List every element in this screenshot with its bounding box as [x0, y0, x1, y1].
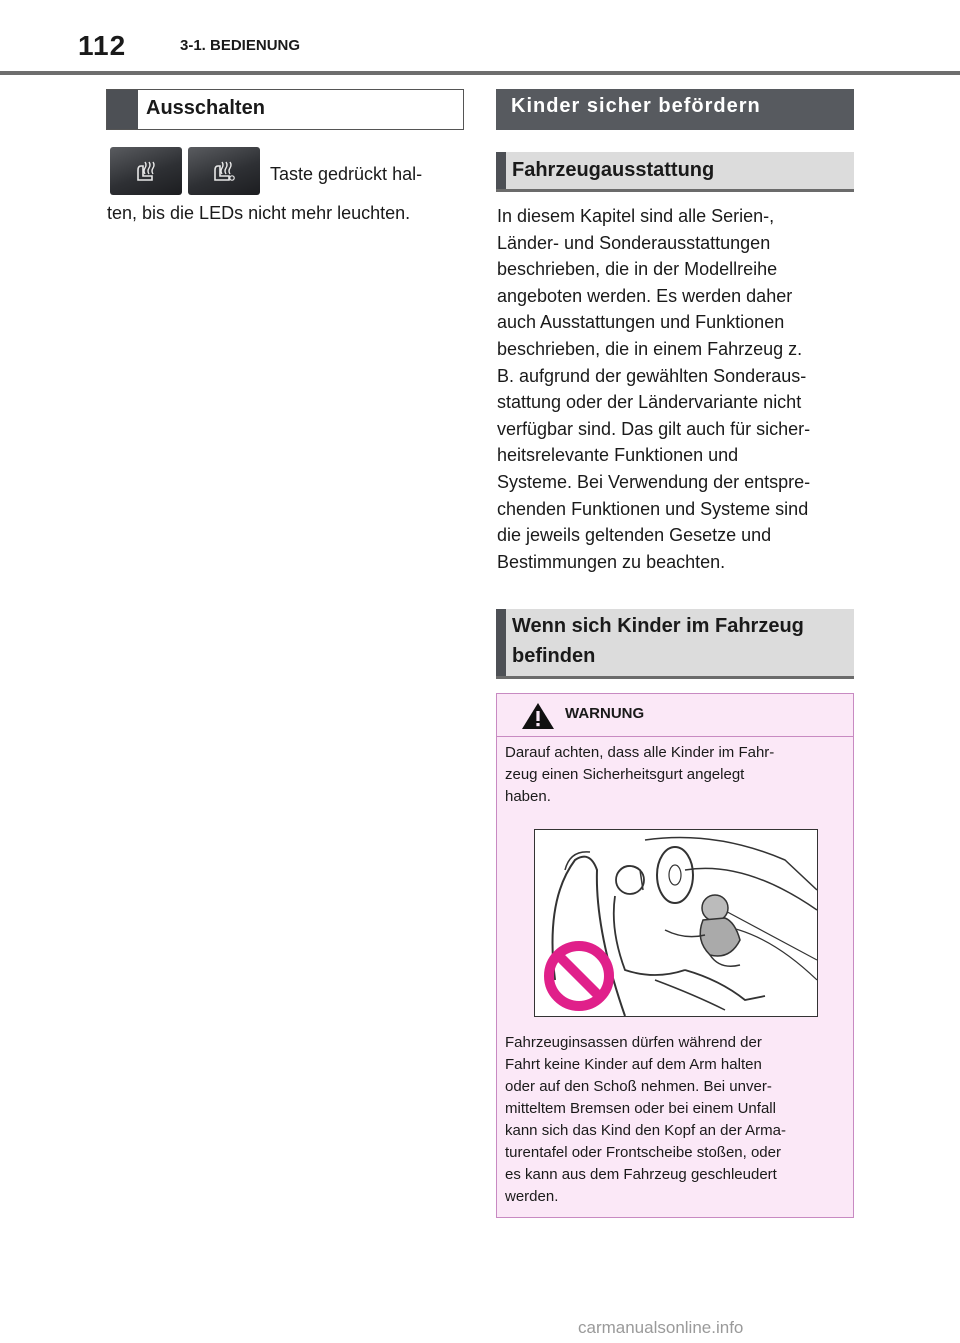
warning-line: kann sich das Kind den Kopf an der Arma-: [505, 1122, 787, 1139]
section-title: Kinder sicher befördern: [511, 95, 761, 117]
body-line: angeboten werden. Es werden daher: [497, 285, 793, 306]
warning-line: es kann aus dem Fahrzeug geschleudert: [505, 1166, 777, 1183]
subheading-fahrzeugausstattung: [496, 152, 854, 192]
seat-ventilation-button: [188, 147, 260, 195]
child-on-lap-illustration: [535, 830, 817, 1016]
body-line: beschrieben, die in einem Fahrzeug z.: [497, 338, 803, 359]
warning-line: Fahrt keine Kinder auf dem Arm halten: [505, 1056, 762, 1073]
subheading-line: Wenn sich Kinder im Fahrzeug: [512, 615, 804, 637]
warning-line: mitteltem Bremsen oder bei einem Unfall: [505, 1100, 776, 1117]
subheading-label: [512, 611, 842, 671]
section-banner: [496, 89, 854, 130]
warning-text-lap: [505, 1032, 845, 1208]
warning-box: [496, 693, 854, 1218]
warning-line: zeug einen Sicherheitsgurt angelegt: [505, 766, 745, 783]
warning-line: Fahrzeuginsassen dürfen während der: [505, 1034, 762, 1051]
body-line: Systeme. Bei Verwendung der entspre-: [497, 471, 811, 492]
subheading-line: befinden: [512, 645, 596, 667]
warning-line: werden.: [505, 1188, 559, 1205]
body-line: Bestimmungen zu beachten.: [497, 551, 726, 572]
subheading-bar: [496, 152, 506, 189]
page-number: 112: [78, 30, 127, 61]
subheading-bar: [496, 609, 506, 676]
body-line: In diesem Kapitel sind alle Serien-,: [497, 206, 775, 226]
body-line: die jeweils geltenden Gesetze und: [497, 525, 772, 546]
warning-line: oder auf den Schoß nehmen. Bei unver-: [505, 1078, 772, 1095]
warning-triangle-icon: [521, 702, 555, 730]
watermark: carmanualsonline.info: [578, 1318, 744, 1337]
warning-line: Darauf achten, dass alle Kinder im Fahr-: [505, 744, 775, 761]
seat-heater-icon: [130, 156, 160, 186]
body-line: B. aufgrund der gewählten Sonderaus-: [497, 365, 807, 386]
body-line: Länder- und Sonderausstattungen: [497, 232, 771, 253]
seat-ventilation-icon: [208, 156, 238, 186]
warning-line: turentafel oder Frontscheibe stoßen, oder: [505, 1144, 781, 1161]
warning-label: WARNUNG: [565, 705, 645, 722]
body-line: beschrieben, die in der Modellreihe: [497, 259, 778, 280]
instruction-text-start: Taste gedrückt hal-: [270, 164, 423, 184]
header-divider: [0, 71, 960, 75]
chapter-title: 3-1. BEDIENUNG: [180, 37, 301, 54]
body-line: auch Ausstattungen und Funktionen: [497, 312, 785, 333]
body-line: verfügbar sind. Das gilt auch für sicher-: [497, 418, 811, 439]
body-line: chenden Funktionen und Systeme sind: [497, 498, 809, 519]
heading-ausschalten: [106, 89, 464, 130]
warning-text-seatbelt: [505, 742, 845, 808]
seat-heater-button: [110, 147, 182, 195]
subheading-kinder-im-fahrzeug: [496, 609, 854, 679]
body-line: stattung oder der Ländervariante nicht: [497, 392, 802, 413]
warning-line: haben.: [505, 788, 551, 805]
illustration-child-on-lap: [534, 829, 818, 1017]
heading-bar: [107, 90, 138, 129]
body-paragraph: [497, 203, 857, 575]
heading-label: Ausschalten: [146, 97, 265, 119]
warning-header: [497, 694, 853, 737]
body-line: heitsrelevante Funktionen und: [497, 445, 739, 466]
subheading-label: Fahrzeugausstattung: [512, 159, 715, 181]
instruction-text-end: ten, bis die LEDs nicht mehr leuchten.: [107, 203, 411, 223]
